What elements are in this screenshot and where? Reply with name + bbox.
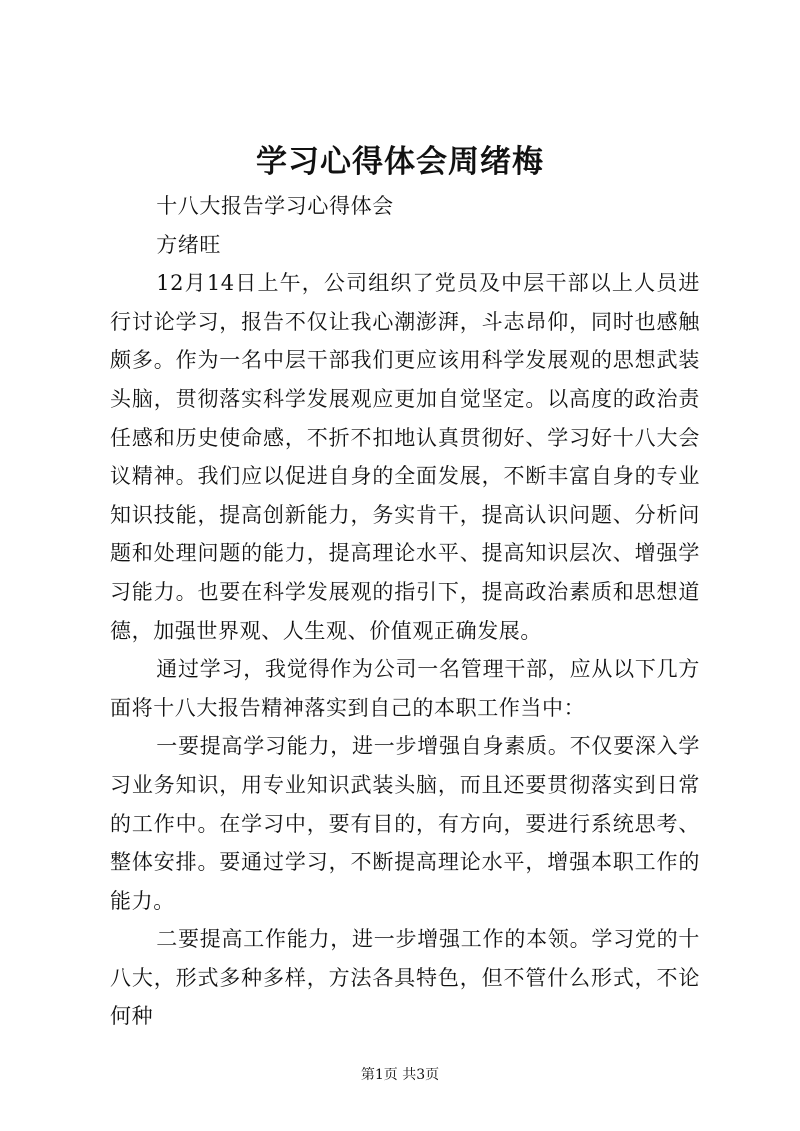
body-paragraph: 通过学习，我觉得作为公司一名管理干部，应从以下几方面将十八大报告精神落实到自己的本职工作当中： <box>110 657 700 720</box>
body-paragraph: 12月14日上午，公司组织了党员及中层干部以上人员进行讨论学习，报告不仅让我心潮澎湃，斗志昂仰，同时也感触颇多。作为一名中层干部我们更应该用科学发展观的思想武装头脑，贯彻落实科学发展观应更加自觉坚定。以高度的政治责任感和历史使命感，不折不扣地认真贯彻好、学习好十八大会议精神。我们应以促进自身的全面发展，不断丰富自身的专业知识技能，提高创新能力，务实肯干，提高认识问题、分析问题和处理问题的能力，提高理论水平、提高知识层次、增强学习能力。也要在科学发展观的指引下，提高政治素质和思想道德，加强世界观、人生观、价值观正确发展。 <box>110 271 700 643</box>
author-paragraph: 方绪旺 <box>156 232 221 257</box>
page-number-footer: 第1页 共3页 <box>360 1067 440 1083</box>
subtitle-paragraph: 十八大报告学习心得体会 <box>156 194 394 218</box>
body-paragraph: 二要提高工作能力，进一步增强工作的本领。学习党的十八大，形式多种多样，方法各具特色，但不管什么形式，不论何种 <box>110 927 700 1029</box>
body-paragraph: 一要提高学习能力，进一步增强自身素质。不仅要深入学习业务知识，用专业知识武装头脑，而且还要贯彻落实到日常的工作中。在学习中，要有目的，有方向，要进行系统思考、整体安排。要通过学习，不断提高理论水平，增强本职工作的能力。 <box>110 734 700 913</box>
document-title: 学习心得体会周绪梅 <box>256 144 544 180</box>
document-body <box>110 187 700 1036</box>
